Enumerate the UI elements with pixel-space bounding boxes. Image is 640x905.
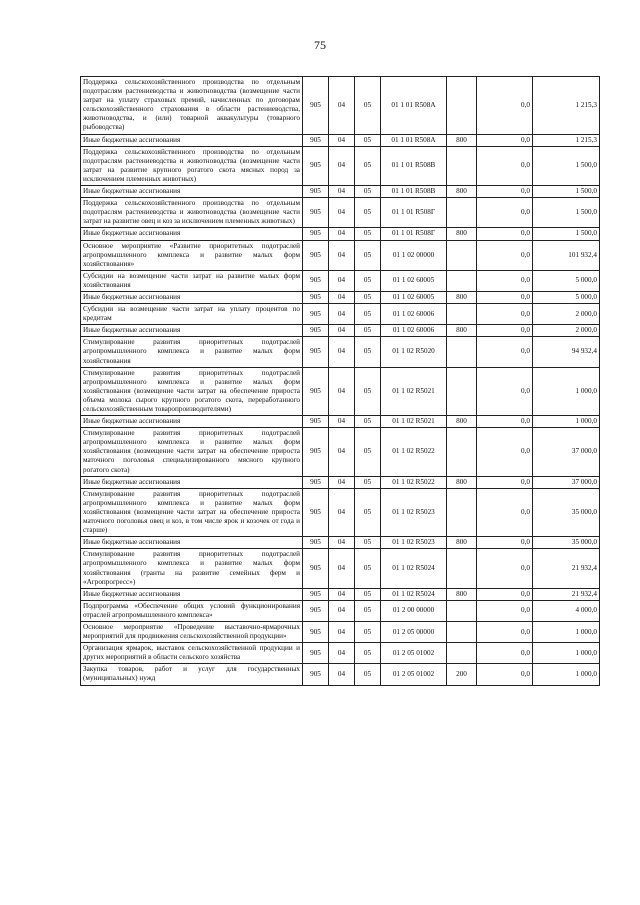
amount-change: 0,0 (477, 337, 533, 367)
subsection-code: 05 (355, 416, 381, 428)
expense-type-code (447, 304, 477, 325)
amount-total: 1 500,0 (533, 186, 600, 198)
table-row (81, 643, 600, 664)
target-article-code: 01 2 05 01002 (381, 664, 447, 685)
amount-total: 35 000,0 (533, 488, 600, 536)
expense-type-code (447, 77, 477, 135)
section-code: 04 (329, 367, 355, 415)
section-code: 04 (329, 325, 355, 337)
amount-total: 94 932,4 (533, 337, 600, 367)
budget-table-body (81, 77, 600, 686)
table-row (81, 537, 600, 549)
target-article-code: 01 1 01 R508В (381, 186, 447, 198)
target-article-code: 01 2 05 00000 (381, 621, 447, 642)
amount-change: 0,0 (477, 325, 533, 337)
amount-change: 0,0 (477, 270, 533, 291)
admin-code: 905 (303, 428, 329, 476)
section-code: 04 (329, 198, 355, 228)
section-code: 04 (329, 621, 355, 642)
expense-type-code: 800 (447, 291, 477, 303)
amount-change: 0,0 (477, 428, 533, 476)
subsection-code: 05 (355, 588, 381, 600)
amount-total: 21 932,4 (533, 549, 600, 588)
amount-total: 1 500,0 (533, 198, 600, 228)
amount-change: 0,0 (477, 240, 533, 270)
row-name: Иные бюджетные ассигнования (81, 325, 303, 337)
target-article-code: 01 1 02 60005 (381, 291, 447, 303)
amount-total: 5 000,0 (533, 270, 600, 291)
row-name: Организация ярмарок, выставок сельскохозяйственной продукции и других мероприятий в области сельского хозяйства (81, 643, 303, 664)
table-row (81, 291, 600, 303)
amount-total: 37 000,0 (533, 476, 600, 488)
expense-type-code (447, 488, 477, 536)
row-name: Иные бюджетные ассигнования (81, 416, 303, 428)
expense-type-code (447, 428, 477, 476)
target-article-code: 01 1 01 R508В (381, 146, 447, 185)
expense-type-code: 200 (447, 664, 477, 685)
row-name: Иные бюджетные ассигнования (81, 186, 303, 198)
admin-code: 905 (303, 476, 329, 488)
admin-code: 905 (303, 146, 329, 185)
table-row (81, 621, 600, 642)
amount-total: 37 000,0 (533, 428, 600, 476)
amount-total: 2 000,0 (533, 325, 600, 337)
expense-type-code: 800 (447, 186, 477, 198)
row-name: Субсидии на возмещение части затрат на развитие малых форм хозяйствования (81, 270, 303, 291)
expense-type-code: 800 (447, 588, 477, 600)
expense-type-code (447, 240, 477, 270)
table-row (81, 588, 600, 600)
amount-change: 0,0 (477, 198, 533, 228)
section-code: 04 (329, 476, 355, 488)
subsection-code: 05 (355, 146, 381, 185)
amount-change: 0,0 (477, 186, 533, 198)
row-name: Стимулирование развития приоритетных подотраслей агропромышленного комплекса и развитие малых форм хозяйствования (возмещение части затрат на обеспечение прироста маточного поголовья овец и коз, в том числе ярок и козочек от года и старше) (81, 488, 303, 536)
amount-total: 1 000,0 (533, 367, 600, 415)
target-article-code: 01 1 02 R5024 (381, 588, 447, 600)
admin-code: 905 (303, 416, 329, 428)
amount-change: 0,0 (477, 600, 533, 621)
amount-change: 0,0 (477, 77, 533, 135)
section-code: 04 (329, 228, 355, 240)
expense-type-code (447, 198, 477, 228)
amount-change: 0,0 (477, 291, 533, 303)
admin-code: 905 (303, 134, 329, 146)
subsection-code: 05 (355, 325, 381, 337)
row-name: Иные бюджетные ассигнования (81, 537, 303, 549)
section-code: 04 (329, 537, 355, 549)
row-name: Иные бюджетные ассигнования (81, 134, 303, 146)
budget-table (80, 76, 600, 686)
target-article-code: 01 1 02 R5021 (381, 416, 447, 428)
subsection-code: 05 (355, 228, 381, 240)
table-row (81, 134, 600, 146)
admin-code: 905 (303, 600, 329, 621)
target-article-code: 01 1 02 R5024 (381, 549, 447, 588)
expense-type-code (447, 337, 477, 367)
amount-total: 21 932,4 (533, 588, 600, 600)
admin-code: 905 (303, 337, 329, 367)
table-row (81, 367, 600, 415)
amount-total: 1 000,0 (533, 643, 600, 664)
expense-type-code: 800 (447, 416, 477, 428)
section-code: 04 (329, 304, 355, 325)
amount-change: 0,0 (477, 488, 533, 536)
section-code: 04 (329, 664, 355, 685)
table-row (81, 304, 600, 325)
subsection-code: 05 (355, 664, 381, 685)
expense-type-code (447, 270, 477, 291)
target-article-code: 01 1 02 60005 (381, 270, 447, 291)
admin-code: 905 (303, 186, 329, 198)
section-code: 04 (329, 291, 355, 303)
expense-type-code (447, 643, 477, 664)
subsection-code: 05 (355, 337, 381, 367)
expense-type-code: 800 (447, 228, 477, 240)
subsection-code: 05 (355, 643, 381, 664)
row-name: Иные бюджетные ассигнования (81, 588, 303, 600)
admin-code: 905 (303, 240, 329, 270)
admin-code: 905 (303, 325, 329, 337)
admin-code: 905 (303, 291, 329, 303)
subsection-code: 05 (355, 621, 381, 642)
row-name: Основное мероприятие «Развитие приоритетных подотраслей агропромышленного комплекса и развитие малых форм хозяйствования» (81, 240, 303, 270)
admin-code: 905 (303, 621, 329, 642)
amount-total: 1 000,0 (533, 621, 600, 642)
section-code: 04 (329, 270, 355, 291)
amount-change: 0,0 (477, 621, 533, 642)
subsection-code: 05 (355, 488, 381, 536)
admin-code: 905 (303, 588, 329, 600)
expense-type-code (447, 621, 477, 642)
amount-total: 1 500,0 (533, 228, 600, 240)
amount-change: 0,0 (477, 549, 533, 588)
admin-code: 905 (303, 198, 329, 228)
admin-code: 905 (303, 549, 329, 588)
amount-change: 0,0 (477, 146, 533, 185)
admin-code: 905 (303, 643, 329, 664)
admin-code: 905 (303, 537, 329, 549)
section-code: 04 (329, 549, 355, 588)
expense-type-code (447, 549, 477, 588)
row-name: Стимулирование развития приоритетных подотраслей агропромышленного комплекса и развитие малых форм хозяйствования (возмещение части затрат на обеспечение прироста объема молока сырого крупного рогатого скота, переработанного сельскохозяйственным товаропроизводителями) (81, 367, 303, 415)
target-article-code: 01 1 01 R508Г (381, 228, 447, 240)
expense-type-code: 800 (447, 325, 477, 337)
expense-type-code: 800 (447, 537, 477, 549)
section-code: 04 (329, 337, 355, 367)
table-row (81, 186, 600, 198)
expense-type-code (447, 600, 477, 621)
expense-type-code: 800 (447, 134, 477, 146)
section-code: 04 (329, 600, 355, 621)
row-name: Иные бюджетные ассигнования (81, 476, 303, 488)
target-article-code: 01 1 02 R5023 (381, 488, 447, 536)
table-row (81, 549, 600, 588)
table-row (81, 77, 600, 135)
row-name: Поддержка сельскохозяйственного производства по отдельным подотраслям растениеводства и животноводства (возмещение части затрат на уплату страховых премий, начисленных по договорам сельскохозяйственного страхования в области растениеводства, животноводства, и (или) товарной аквакультуры (товарного рыбоводства) (81, 77, 303, 135)
row-name: Стимулирование развития приоритетных подотраслей агропромышленного комплекса и развитие малых форм хозяйствования (81, 337, 303, 367)
target-article-code: 01 1 02 R5021 (381, 367, 447, 415)
table-row (81, 600, 600, 621)
section-code: 04 (329, 428, 355, 476)
table-row (81, 146, 600, 185)
expense-type-code (447, 146, 477, 185)
section-code: 04 (329, 488, 355, 536)
section-code: 04 (329, 588, 355, 600)
amount-change: 0,0 (477, 228, 533, 240)
amount-total: 1 500,0 (533, 146, 600, 185)
subsection-code: 05 (355, 291, 381, 303)
row-name: Стимулирование развития приоритетных подотраслей агропромышленного комплекса и развитие малых форм хозяйствования (возмещение части затрат на обеспечение прироста маточного поголовья специализированного мясного крупного рогатого скота) (81, 428, 303, 476)
table-row (81, 337, 600, 367)
subsection-code: 05 (355, 600, 381, 621)
amount-total: 1 215,3 (533, 134, 600, 146)
target-article-code: 01 1 01 R508Г (381, 198, 447, 228)
table-row (81, 416, 600, 428)
amount-change: 0,0 (477, 476, 533, 488)
target-article-code: 01 2 05 01002 (381, 643, 447, 664)
amount-change: 0,0 (477, 134, 533, 146)
table-row (81, 476, 600, 488)
amount-change: 0,0 (477, 588, 533, 600)
amount-total: 1 215,3 (533, 77, 600, 135)
amount-total: 5 000,0 (533, 291, 600, 303)
admin-code: 905 (303, 228, 329, 240)
admin-code: 905 (303, 270, 329, 291)
row-name: Подпрограмма «Обеспечение общих условий функционирования отраслей агропромышленного комплекса» (81, 600, 303, 621)
expense-type-code (447, 367, 477, 415)
amount-change: 0,0 (477, 304, 533, 325)
row-name: Закупка товаров, работ и услуг для государственных (муниципальных) нужд (81, 664, 303, 685)
amount-total: 35 000,0 (533, 537, 600, 549)
target-article-code: 01 1 02 60006 (381, 325, 447, 337)
table-row (81, 240, 600, 270)
amount-total: 1 000,0 (533, 416, 600, 428)
row-name: Иные бюджетные ассигнования (81, 291, 303, 303)
section-code: 04 (329, 134, 355, 146)
expense-type-code: 800 (447, 476, 477, 488)
section-code: 04 (329, 643, 355, 664)
amount-total: 1 000,0 (533, 664, 600, 685)
table-row (81, 664, 600, 685)
section-code: 04 (329, 186, 355, 198)
target-article-code: 01 1 02 R5023 (381, 537, 447, 549)
table-row (81, 488, 600, 536)
subsection-code: 05 (355, 549, 381, 588)
subsection-code: 05 (355, 240, 381, 270)
subsection-code: 05 (355, 367, 381, 415)
table-row (81, 198, 600, 228)
amount-change: 0,0 (477, 537, 533, 549)
admin-code: 905 (303, 77, 329, 135)
subsection-code: 05 (355, 428, 381, 476)
admin-code: 905 (303, 367, 329, 415)
amount-total: 2 000,0 (533, 304, 600, 325)
subsection-code: 05 (355, 77, 381, 135)
row-name: Основное мероприятие «Проведение выставочно-ярмарочных мероприятий для продвижения сельскохозяйственной продукции» (81, 621, 303, 642)
admin-code: 905 (303, 664, 329, 685)
amount-change: 0,0 (477, 416, 533, 428)
table-row (81, 325, 600, 337)
table-row (81, 228, 600, 240)
subsection-code: 05 (355, 198, 381, 228)
row-name: Стимулирование развития приоритетных подотраслей агропромышленного комплекса и развитие малых форм хозяйствования (гранты на развитие семейных ферм и «Агропрогресс») (81, 549, 303, 588)
amount-change: 0,0 (477, 643, 533, 664)
subsection-code: 05 (355, 270, 381, 291)
target-article-code: 01 1 02 R5022 (381, 428, 447, 476)
target-article-code: 01 2 00 00000 (381, 600, 447, 621)
admin-code: 905 (303, 304, 329, 325)
amount-total: 101 932,4 (533, 240, 600, 270)
target-article-code: 01 1 01 R508А (381, 77, 447, 135)
subsection-code: 05 (355, 134, 381, 146)
target-article-code: 01 1 01 R508А (381, 134, 447, 146)
amount-change: 0,0 (477, 367, 533, 415)
amount-change: 0,0 (477, 664, 533, 685)
amount-total: 4 000,0 (533, 600, 600, 621)
section-code: 04 (329, 240, 355, 270)
row-name: Субсидии на возмещение части затрат на уплату процентов по кредитам (81, 304, 303, 325)
page-number: 75 (314, 38, 326, 52)
section-code: 04 (329, 146, 355, 185)
row-name: Поддержка сельскохозяйственного производства по отдельным подотраслям растениеводства и животноводства (возмещение части затрат на развитие овец и коз за исключением племенных животных) (81, 198, 303, 228)
row-name: Поддержка сельскохозяйственного производства по отдельным подотраслям растениеводства и животноводства (возмещение части затрат на развитие крупного рогатого скота мясных пород за исключением племенных животных) (81, 146, 303, 185)
subsection-code: 05 (355, 476, 381, 488)
target-article-code: 01 1 02 R5022 (381, 476, 447, 488)
target-article-code: 01 1 02 00000 (381, 240, 447, 270)
table-row (81, 428, 600, 476)
table-row (81, 270, 600, 291)
target-article-code: 01 1 02 R5020 (381, 337, 447, 367)
subsection-code: 05 (355, 537, 381, 549)
subsection-code: 05 (355, 186, 381, 198)
section-code: 04 (329, 416, 355, 428)
row-name: Иные бюджетные ассигнования (81, 228, 303, 240)
subsection-code: 05 (355, 304, 381, 325)
admin-code: 905 (303, 488, 329, 536)
target-article-code: 01 1 02 60006 (381, 304, 447, 325)
section-code: 04 (329, 77, 355, 135)
